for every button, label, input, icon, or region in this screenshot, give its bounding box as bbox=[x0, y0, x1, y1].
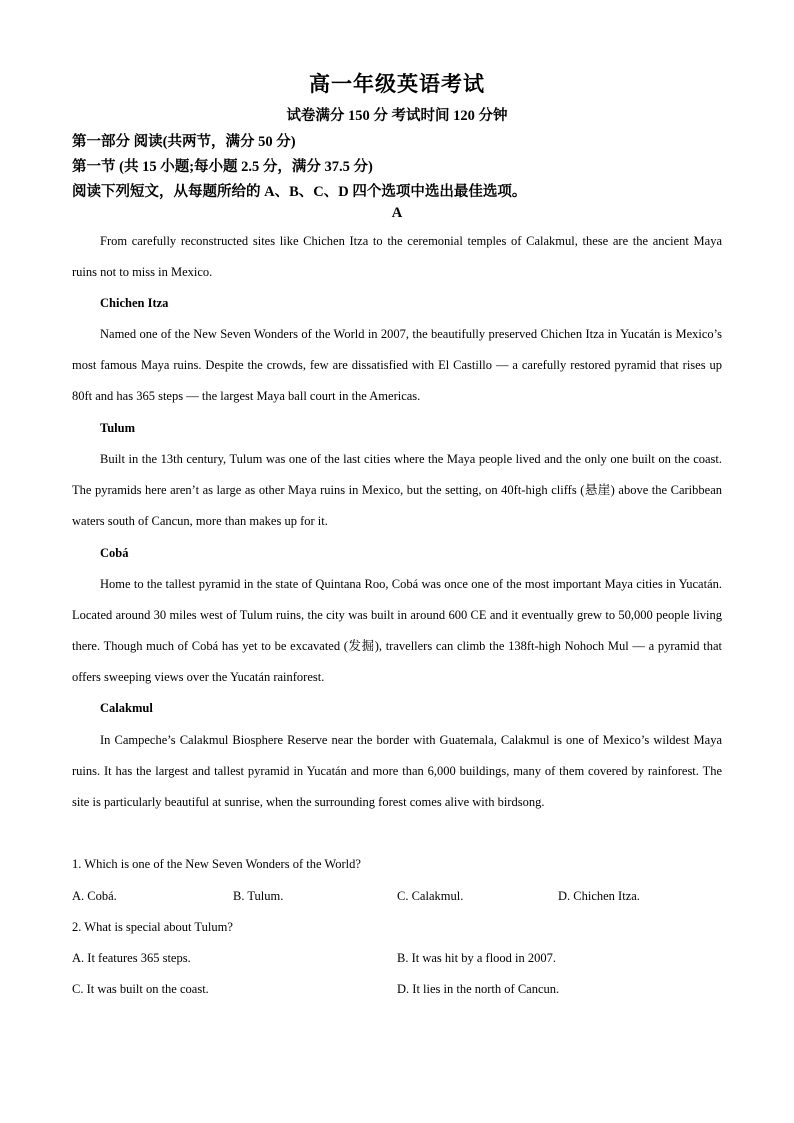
question-1-stem: 1. Which is one of the New Seven Wonders of the World? bbox=[72, 857, 361, 871]
question-1-option-c[interactable]: C. Calakmul. bbox=[397, 889, 464, 903]
question-2-option-a[interactable]: A. It features 365 steps. bbox=[72, 951, 191, 965]
section-heading: 第一节 (共 15 小题;每小题 2.5 分，满分 37.5 分) bbox=[72, 159, 373, 175]
question-2-stem: 2. What is special about Tulum? bbox=[72, 920, 233, 934]
passage-letter: A bbox=[391, 205, 403, 221]
section-heading-calakmul: Calakmul bbox=[100, 701, 153, 715]
section-text-chichen-itza: Named one of the New Seven Wonders of the World in 2007, the beautifully preserved Chichen Itza in Yucatán is Mexico’s most famous Maya ruins. Despite the crowds, few are dissatisfied with El Castillo — a carefully restored pyramid that rises up 80ft and has 365 steps — the largest Maya ball court in the Americas. bbox=[72, 327, 722, 403]
question-1-option-b[interactable]: B. Tulum. bbox=[233, 889, 284, 903]
section-text-coba: Home to the tallest pyramid in the state of Quintana Roo, Cobá was once one of the most important Maya cities in Yucatán. Located around 30 miles west of Tulum ruins, the city was built in around 600 CE and it eventually grew to 50,000 people living there. Though much of Cobá has yet to be excavated (发掘), travellers can climb the 138ft-high Nohoch Mul — a pyramid that offers sweeping views over the Yucatán rainforest. bbox=[72, 577, 722, 684]
question-1-option-a[interactable]: A. Cobá. bbox=[72, 889, 117, 903]
section-body-tulum bbox=[72, 444, 722, 537]
section-body-coba bbox=[72, 569, 722, 693]
instruction-text: 阅读下列短文，从每题所给的 A、B、C、D 四个选项中选出最佳选项。 bbox=[72, 184, 527, 200]
exam-title: 高一年级英语考试 bbox=[309, 72, 485, 96]
question-1-option-d[interactable]: D. Chichen Itza. bbox=[558, 889, 640, 903]
section-heading-coba: Cobá bbox=[100, 546, 129, 560]
question-2-option-d[interactable]: D. It lies in the north of Cancun. bbox=[397, 982, 560, 996]
part-heading: 第一部分 阅读(共两节，满分 50 分) bbox=[72, 134, 296, 150]
question-2-option-c[interactable]: C. It was built on the coast. bbox=[72, 982, 209, 996]
passage-intro bbox=[72, 226, 722, 288]
exam-subtitle: 试卷满分 150 分 考试时间 120 分钟 bbox=[286, 108, 508, 124]
section-body-chichen-itza bbox=[72, 319, 722, 412]
passage-intro-text: From carefully reconstructed sites like Chichen Itza to the ceremonial temples of Calakmul, these are the ancient Maya ruins not to miss in Mexico. bbox=[72, 234, 722, 279]
question-2-option-b[interactable]: B. It was hit by a flood in 2007. bbox=[397, 951, 557, 965]
section-text-calakmul: In Campeche’s Calakmul Biosphere Reserve near the border with Guatemala, Calakmul is one of Mexico’s wildest Maya ruins. It has the largest and tallest pyramid in Yucatán and more than 6,000 buildings, many of them covered by rainforest. The site is particularly beautiful at sunrise, when the surrounding forest comes alive with birdsong. bbox=[72, 733, 722, 809]
section-heading-chichen-itza: Chichen Itza bbox=[100, 296, 169, 310]
section-heading-tulum: Tulum bbox=[100, 421, 135, 435]
section-text-tulum: Built in the 13th century, Tulum was one of the last cities where the Maya people lived and the only one built on the coast. The pyramids here aren’t as large as other Maya ruins in Mexico, but the setting, on 40ft-high cliffs (悬崖) above the Caribbean waters south of Cancun, more than makes up for it. bbox=[72, 452, 722, 528]
section-body-calakmul bbox=[72, 725, 722, 818]
